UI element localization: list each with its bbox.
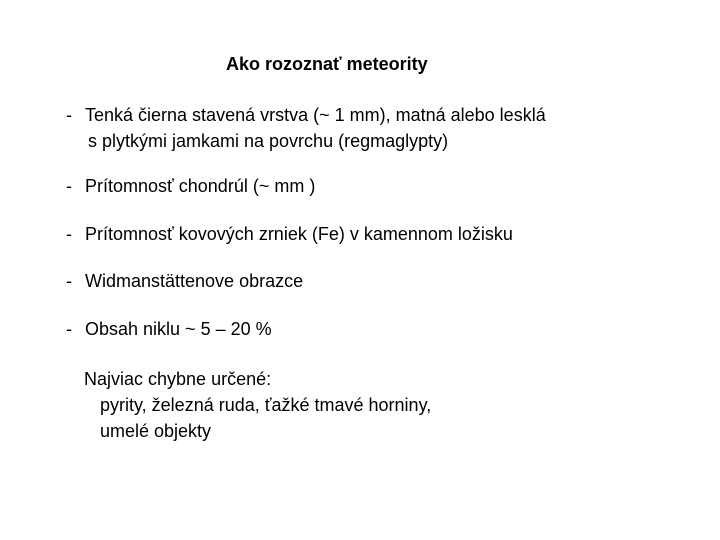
bullet-item bbox=[66, 221, 513, 247]
bullet-item bbox=[66, 316, 272, 342]
bullet-item bbox=[66, 173, 315, 199]
bullet-text: Prítomnosť chondrúl (~ mm ) bbox=[85, 176, 316, 196]
bullet-marker: - bbox=[66, 319, 72, 339]
bullet-text: Widmanstättenove obrazce bbox=[85, 271, 304, 291]
bullet-text-continuation: s plytkými jamkami na povrchu (regmaglypty) bbox=[88, 131, 449, 151]
bullet-marker: - bbox=[66, 271, 72, 291]
bullet-item bbox=[66, 268, 303, 294]
bullet-text: Prítomnosť kovových zrniek (Fe) v kamennom ložisku bbox=[85, 224, 513, 244]
bullet-marker: - bbox=[66, 176, 72, 196]
misidentification-note bbox=[84, 366, 431, 444]
slide-title: Ako rozoznať meteority bbox=[226, 54, 428, 74]
note-heading: Najviac chybne určené: bbox=[84, 369, 272, 389]
bullet-marker: - bbox=[66, 224, 72, 244]
bullet-item bbox=[66, 102, 546, 154]
note-line: pyrity, železná ruda, ťažké tmavé horniny, bbox=[100, 395, 432, 415]
note-line: umelé objekty bbox=[100, 421, 212, 441]
bullet-text: Tenká čierna stavená vrstva (~ 1 mm), matná alebo lesklá bbox=[85, 105, 546, 125]
bullet-text: Obsah niklu ~ 5 – 20 % bbox=[85, 319, 272, 339]
bullet-marker: - bbox=[66, 105, 72, 125]
